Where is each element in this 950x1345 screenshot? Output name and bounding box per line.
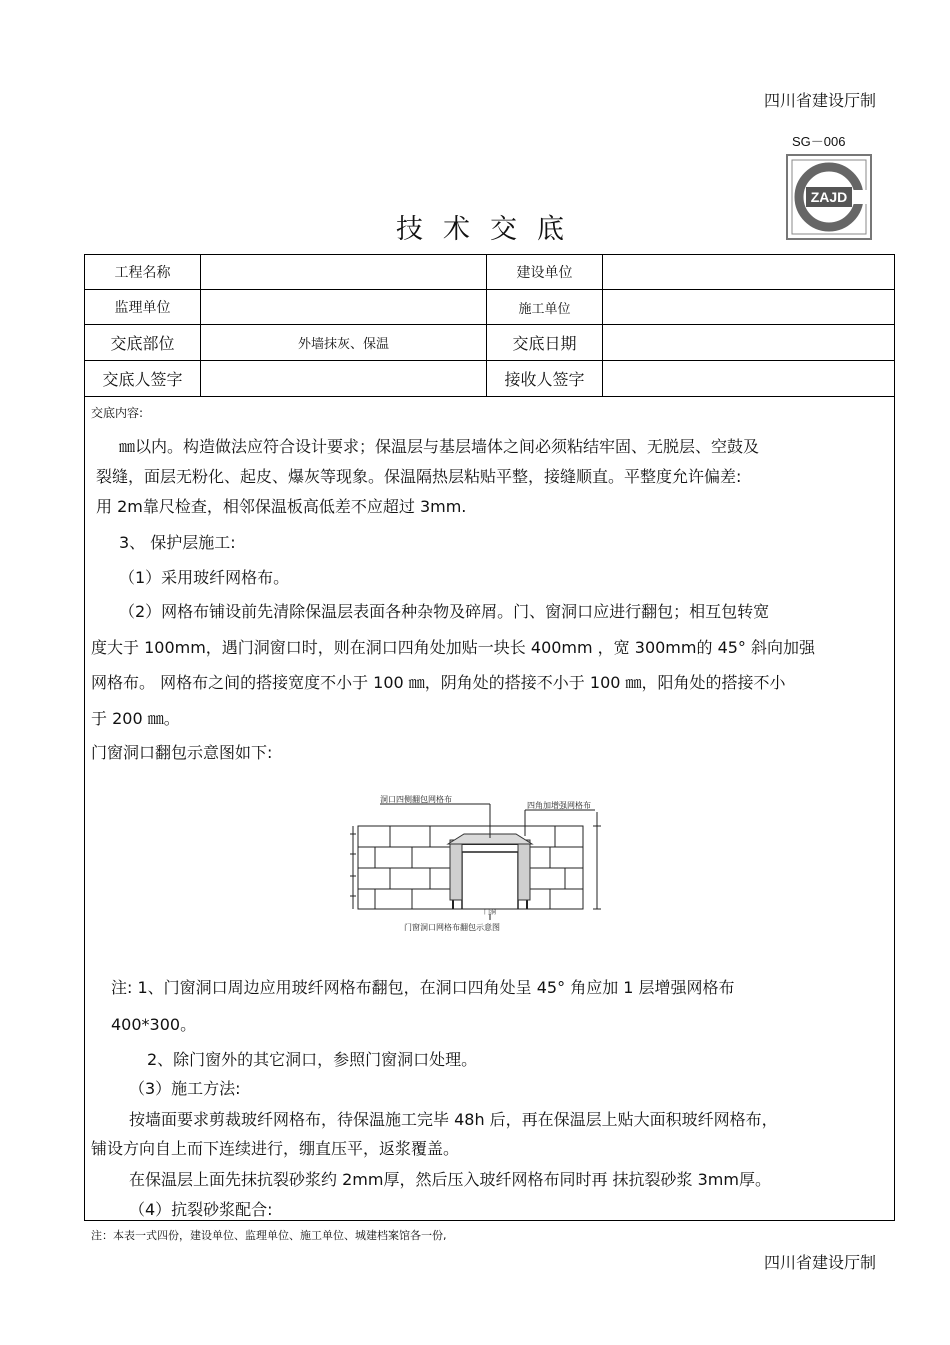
part-label: 交底部位 bbox=[85, 325, 201, 361]
diagram-caption: 门窗洞口网格布翻包示意图 bbox=[404, 923, 500, 932]
page-title: 技术交底 bbox=[396, 214, 584, 245]
content-line: 裂缝，面层无粉化、起皮、爆灰等现象。保温隔热层粘贴平整，接缝顺直。平整度允许偏差: bbox=[96, 467, 742, 486]
content-line: 按墙面要求剪裁玻纤网格布，待保温施工完毕 48h 后，再在保温层上贴大面积玻纤网格布， bbox=[129, 1110, 778, 1129]
content-line: ㎜以内。构造做法应符合设计要求；保温层与基层墙体之间必须粘结牢固、无脱层、空鼓及 bbox=[119, 437, 760, 456]
giver-sign-value[interactable] bbox=[201, 361, 487, 397]
content-line: 门窗洞口翻包示意图如下: bbox=[91, 743, 273, 762]
construction-unit-value[interactable] bbox=[603, 255, 895, 290]
receiver-sign-value[interactable] bbox=[603, 361, 895, 397]
logo-text: ZAJD bbox=[810, 189, 848, 205]
content-line: 3、 保护层施工: bbox=[119, 533, 236, 552]
content-line: 铺设方向自上而下连续进行，绷直压平，返浆覆盖。 bbox=[91, 1139, 460, 1158]
content-line: 度大于 100mm，遇门洞窗口时，则在洞口四角处加贴一块长 400mm ，宽 300mm的 45° 斜向加强 bbox=[91, 638, 816, 657]
info-table bbox=[84, 254, 895, 397]
content-line: 注: 1、门窗洞口周边应用玻纤网格布翻包，在洞口四角处呈 45° 角应加 1 层增强网格布 bbox=[111, 978, 735, 997]
content-line: （1）采用玻纤网格布。 bbox=[119, 568, 290, 587]
content-line: 2、除门窗外的其它洞口，参照门窗洞口处理。 bbox=[147, 1050, 478, 1069]
contractor-value[interactable] bbox=[603, 290, 895, 325]
content-line: （3）施工方法: bbox=[129, 1079, 241, 1098]
zajd-logo bbox=[786, 154, 872, 240]
project-name-value[interactable] bbox=[201, 255, 487, 290]
diagram-label-reinforce: 四角加增强网格布 bbox=[527, 801, 591, 810]
content-line: 在保温层上面先抹抗裂砂浆约 2mm厚，然后压入玻纤网格布同时再 抹抗裂砂浆 3mm厚。 bbox=[129, 1170, 771, 1189]
door-window-diagram bbox=[350, 794, 620, 936]
receiver-sign-label: 接收人签字 bbox=[487, 361, 603, 397]
diagram-label-door: 门洞 bbox=[484, 909, 497, 916]
project-name-label: 工程名称 bbox=[85, 255, 201, 290]
construction-unit-label: 建设单位 bbox=[487, 255, 603, 290]
date-label: 交底日期 bbox=[487, 325, 603, 361]
form-code: SG－006 bbox=[792, 134, 846, 149]
contractor-label: 施工单位 bbox=[487, 290, 603, 325]
diagram-label-wrap: 洞口四侧翻包网格布 bbox=[380, 795, 452, 804]
content-line: 用 2m靠尺检查，相邻保温板高低差不应超过 3mm. bbox=[96, 497, 467, 516]
content-line: 400*300。 bbox=[111, 1015, 197, 1034]
header-org: 四川省建设厅制 bbox=[763, 91, 876, 110]
content-label: 交底内容: bbox=[91, 406, 144, 420]
date-value[interactable] bbox=[603, 325, 895, 361]
content-line: 于 200 ㎜。 bbox=[91, 709, 180, 728]
giver-sign-label: 交底人签字 bbox=[85, 361, 201, 397]
footer-org: 四川省建设厅制 bbox=[763, 1253, 876, 1272]
content-line: （2）网格布铺设前先清除保温层表面各种杂物及碎屑。门、窗洞口应进行翻包；相互包转宽 bbox=[119, 602, 770, 621]
part-value[interactable]: 外墙抹灰、保温 bbox=[201, 325, 487, 361]
content-line: （4）抗裂砂浆配合: bbox=[129, 1200, 273, 1219]
content-line: 网格布。 网格布之间的搭接宽度不小于 100 ㎜，阴角处的搭接不小于 100 ㎜，阳角处的搭接不小 bbox=[91, 673, 786, 692]
supervision-unit-label: 监理单位 bbox=[85, 290, 201, 325]
footer-note: 注：本表一式四份，建设单位、监理单位、施工单位、城建档案馆各一份, bbox=[91, 1229, 447, 1242]
supervision-unit-value[interactable] bbox=[201, 290, 487, 325]
